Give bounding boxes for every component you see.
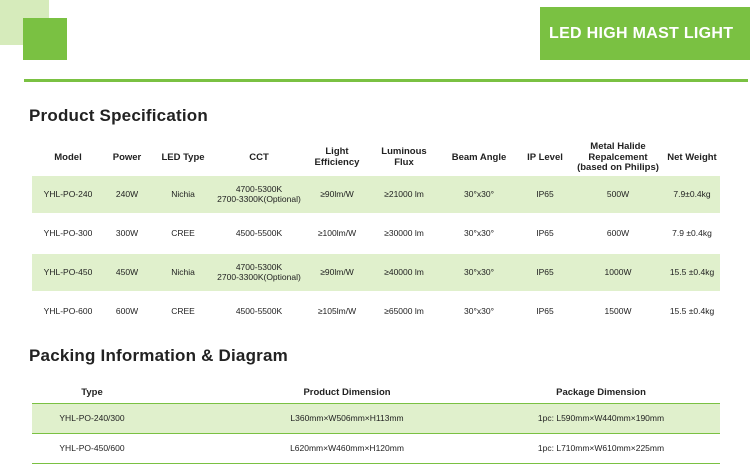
spec-cell-net-weight: 15.5 ±0.4kg [669,305,715,316]
table-row [32,254,720,291]
spec-cell-net-weight: 7.9±0.4kg [673,188,711,199]
spec-cell-model: YHL-PO-240 [43,188,93,199]
packing-cell-product-dimension: L620mm×W460mm×H120mm [290,442,404,453]
spec-cell-power: 450W [115,266,139,277]
packing-cell-type: YHL-PO-450/600 [59,442,125,453]
spec-cell-ip-level: IP65 [536,305,554,316]
spec-cell-cct: 4700-5300K 2700-3300K(Optional) [217,183,301,204]
spec-cell-model: YHL-PO-300 [43,227,93,238]
spec-header-net-weight: Net Weight [667,151,717,163]
spec-cell-light-efficiency: ≥90lm/W [320,188,354,199]
spec-header-ip-level: IP Level [527,151,563,163]
table-row [32,215,720,252]
spec-cell-power: 300W [115,227,139,238]
spec-cell-ip-level: IP65 [536,227,554,238]
spec-cell-luminous-flux: ≥21000 lm [384,188,424,199]
spec-cell-metal-halide-replacement: 1000W [604,266,632,277]
spec-cell-beam-angle: 30°x30° [464,266,494,277]
spec-header-led-type: LED Type [161,151,205,163]
spec-header-power: Power [112,151,142,163]
packing-header-type: Type [81,386,103,398]
spec-cell-metal-halide-replacement: 500W [606,188,630,199]
table-row [32,293,720,330]
table-row [32,434,720,463]
spec-cell-beam-angle: 30°x30° [464,227,494,238]
spec-cell-luminous-flux: ≥40000 lm [384,266,424,277]
spec-cell-net-weight: 15.5 ±0.4kg [669,266,715,277]
spec-header-metal-halide-replacement: Metal Halide Repalcement (based on Philips) [577,140,659,174]
spec-cell-beam-angle: 30°x30° [464,188,494,199]
packing-cell-type: YHL-PO-240/300 [59,412,125,423]
spec-header-luminous-flux: Luminous Flux [381,146,427,168]
spec-cell-net-weight: 7.9 ±0.4kg [672,227,712,238]
spec-header-light-efficiency: Light Efficiency [314,146,360,168]
packing-header-row [32,383,720,403]
spec-cell-luminous-flux: ≥65000 lm [384,305,424,316]
spec-cell-light-efficiency: ≥100lm/W [317,227,357,238]
spec-cell-luminous-flux: ≥30000 lm [384,227,424,238]
spec-header-row [32,142,720,174]
spec-cell-led-type: CREE [171,227,195,238]
header-divider [24,79,748,82]
table-row [32,404,720,433]
spec-cell-power: 600W [115,305,139,316]
packing-cell-package-dimension: 1pc: L590mm×W440mm×190mm [537,412,665,423]
spec-cell-ip-level: IP65 [536,188,554,199]
spec-cell-led-type: Nichia [171,188,195,199]
spec-header-cct: CCT [249,151,269,163]
page-banner [540,7,750,60]
spec-cell-cct: 4500-5500K [235,305,283,316]
spec-cell-metal-halide-replacement: 600W [606,227,630,238]
packing-divider [32,463,720,464]
spec-cell-metal-halide-replacement: 1500W [604,305,632,316]
packing-table [32,383,720,464]
spec-header-beam-angle: Beam Angle [451,151,507,163]
packing-header-package-dimension: Package Dimension [556,386,646,398]
spec-cell-light-efficiency: ≥90lm/W [320,266,354,277]
corner-decoration-dark [23,18,67,60]
packing-cell-product-dimension: L360mm×W506mm×H113mm [290,412,404,423]
spec-cell-beam-angle: 30°x30° [464,305,494,316]
spec-cell-power: 240W [115,188,139,199]
spec-cell-cct: 4700-5300K 2700-3300K(Optional) [217,261,301,282]
table-row [32,176,720,213]
spec-section-title: Product Specification [29,106,208,125]
spec-table [32,142,720,330]
spec-header-model: Model [54,151,82,163]
spec-cell-cct: 4500-5500K [235,227,283,238]
packing-cell-package-dimension: 1pc: L710mm×W610mm×225mm [537,442,665,453]
spec-cell-light-efficiency: ≥105lm/W [317,305,357,316]
banner-title: LED HIGH MAST LIGHT [549,24,734,42]
packing-header-product-dimension: Product Dimension [303,386,391,398]
spec-cell-led-type: CREE [171,305,195,316]
spec-cell-model: YHL-PO-600 [43,305,93,316]
spec-cell-led-type: Nichia [171,266,195,277]
spec-cell-model: YHL-PO-450 [43,266,93,277]
packing-section-title: Packing Information & Diagram [29,346,288,365]
spec-cell-ip-level: IP65 [536,266,554,277]
